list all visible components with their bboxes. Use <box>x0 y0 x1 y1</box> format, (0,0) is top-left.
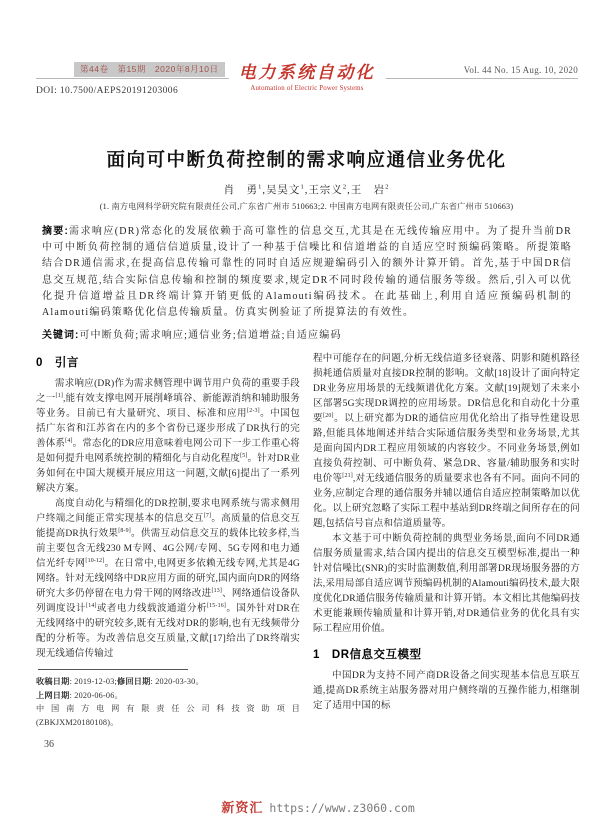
page-number: 36 <box>44 739 54 750</box>
keywords-label: 关键词: <box>42 330 80 341</box>
watermark-link[interactable]: https://www.z3060.com <box>269 801 415 815</box>
paragraph: 本文基于可中断负荷控制的典型业务场景,面向不同DR通信服务质量需求,结合国内提出的信息交互模型标准,提出一种针对信噪比(SNR)的实时监测数值,利用部署DR现场服务器的方法,采用局部自适应调节预编码机制的Alamouti编码技术,最大限度优化DR通信服务传输质量和计算开销。本文相比其他编码技术更能兼顾传输质量和计算开销,对DR通信业务的优化具有实际工程应用价值。 <box>313 534 580 634</box>
section-title: 引言 <box>54 357 79 369</box>
journal-logo-en: Automation of Electric Power Systems <box>250 85 364 92</box>
footnote-block <box>36 675 300 729</box>
issue-info-bar: 第44卷 第15期 2020年8月10日 <box>74 62 225 77</box>
journal-header <box>36 61 578 105</box>
section-number: 0 <box>36 357 43 369</box>
footnote-line: 收稿日期: 2019-12-03;修回日期: 2020-03-30。 <box>36 677 204 686</box>
footnote-line: (ZBKJXM20180108)。 <box>36 717 119 727</box>
affiliation-line: (1. 南方电网科学研究院有限责任公司,广东省广州市 510663;2. 中国南方电网有限责任公司,广东省广州市 510663) <box>99 202 514 211</box>
journal-logo <box>229 58 386 92</box>
footnote-rule <box>38 669 188 670</box>
footnote-line: 上网日期: 2020-06-06。 <box>36 690 123 700</box>
right-column <box>313 352 580 750</box>
section-heading-0 <box>36 354 300 370</box>
watermark <box>221 797 414 817</box>
volume-info: Vol. 44 No. 15 Aug. 10, 2020 <box>463 65 578 75</box>
left-column <box>36 352 300 750</box>
body-columns <box>36 352 580 750</box>
authors-line: 肖 勇$^1$,吴昊文$^1$,王宗义$^2$,王 岩$^2$ <box>223 183 390 196</box>
paragraph: 高度自动化与精细化的DR控制,要求电网系统与需求侧用户终端之间能正常实现基本的信息交互[7]。高质量的信息交互能提高DR执行效果[8-9]。供需互动信息交互的载体比较多样,当前主要包含无线230 M专网、4G公网/专网、5G专网和电力通信光纤专网[10-12]。在日常中,电网更多依赖无线专网,尤其是4G网络。针对无线网络中DR应用方面的研究,国内面向DR的网络研究大多仍停留在电力骨干网的网络改进[13]、网络通信设备队列调度设计[14]或者电力线载波通道分析[15-16]。国外针对DR在无线网络中的研究较多,既有无线对DR的影响,也有无线频带分配的分析等。为改善信息交互质量,文献[17]给出了DR终端实现无线通信传输过 <box>36 499 300 659</box>
section-heading-1 <box>313 646 580 662</box>
keywords-text: 可中断负荷;需求响应;通信业务;信道增益;自适应编码 <box>79 330 342 341</box>
paragraph: 中国DR为支持不同产商DR设备之间实现基本信息互联互通,提高DR系统主站服务器对用户侧终端的互操作能力,相继制定了适用中国的标 <box>313 671 580 711</box>
section-title: DR信息交互模型 <box>331 649 422 661</box>
watermark-brand: 新资汇 <box>221 800 264 815</box>
doi-text: DOI: 10.7500/AEPS20191203006 <box>36 86 179 96</box>
article-title: 面向可中断负荷控制的需求响应通信业务优化 <box>106 149 507 170</box>
abstract-block <box>42 224 572 321</box>
section-number: 1 <box>313 649 320 661</box>
abstract-text: 需求响应(DR)常态化的发展依赖于高可靠性的信息交互,尤其是在无线传输应用中。为了提升当前DR中可中断负荷控制的通信信道质量,设计了一种基于信噪比和信道增益的自适应空时预编码策略。所提策略结合DR通信需求,在提高信息传输可靠性的同时自适应规避编码引入的额外计算开销。首先,基于中国DR信息交互规范,结合实际信息传输和控制的频度要求,规定DR不同时段传输的通信服务等级。然后,引入可以优化提升信道增益且DR终端计算开销更低的Alamouti编码技术。在此基础上,利用自适应预编码机制的Alamouti编码策略优化信息传输质量。仿真实例验证了所提算法的有效性。 <box>42 226 572 319</box>
footnote-line: 中国南方电网有限责任公司科技资助项目 <box>36 704 300 713</box>
paragraph: 程中可能存在的问题,分析无线信道多径衰落、阴影和随机路径损耗通信质量对直接DR控制的影响。文献[18]设计了面向特定DR业务应用场景的无线频谱优化方案。文献[19]规划了未来小区部署5G实现DR调控的应用场景。DR信息化和自动化十分重要[20]。以上研究都为DR的通信应用优化给出了指导性建设思路,但能具体地阐述并结合实际通信服务类型和业务场景,尤其是面向国内DR工程应用领域的内容较少。不同业务场景,例如直接负荷控制、可中断负荷、紧急DR、容量/辅助服务和实时电价等[21],对无线通信服务的质量要求也各有不同。面向不同的业务,应制定合理的通信服务并辅以通信自适应控制策略加以优化。以上研究忽略了实际工程中基站到DR终端之间所存在的问题,包括信号盲点和信道质量等。 <box>313 354 581 529</box>
abstract-label: 摘要: <box>42 226 69 237</box>
journal-logo-cn: 电力系统自动化 <box>238 63 376 82</box>
paragraph: 需求响应(DR)作为需求侧管理中调节用户负荷的重要手段之一[1],能有效支撑电网开展削峰填谷、新能源消纳和辅助服务等业务。目前已有大量研究、项目、标准和应用[2-3]。中国包括广东省和江苏省在内的多个省份已逐步形成了DR执行的完善体系[4]。常态化的DR应用意味着电网公司下一步工作重心将是如何提升电网系统控制的精细化与自动化程度[5]。针对DR业务如何在中国大规模开展应用这一问题,文献[6]提出了一系列解决方案。 <box>36 379 300 494</box>
keywords-block <box>42 326 572 341</box>
